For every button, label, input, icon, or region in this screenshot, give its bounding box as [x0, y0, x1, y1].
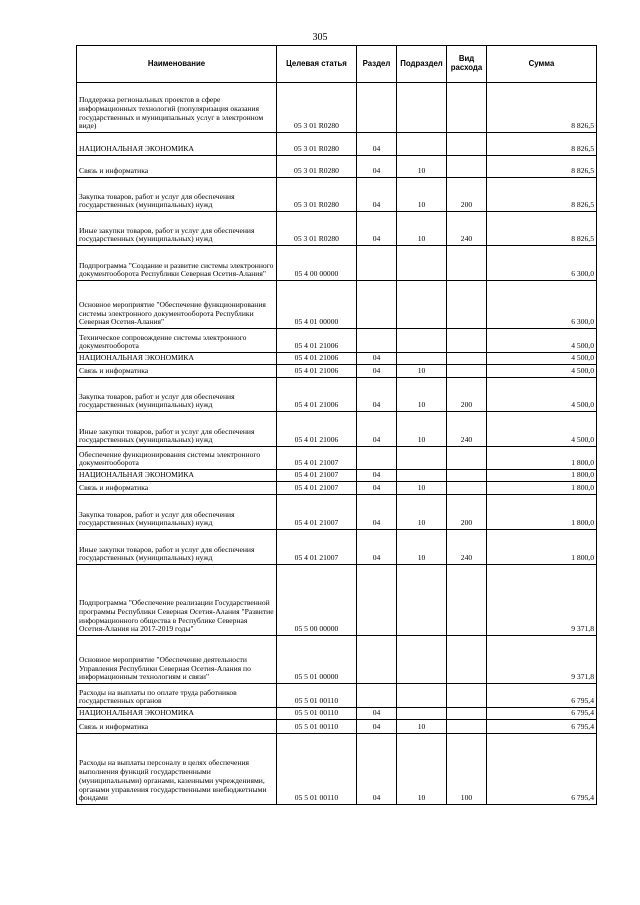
cell-section: 04 — [357, 365, 397, 378]
cell-name: Закупка товаров, работ и услуг для обеспечения государственных (муниципальных) нужд — [77, 495, 277, 530]
table-row — [77, 684, 597, 708]
cell-expense-type — [447, 83, 487, 133]
cell-subsection — [397, 565, 447, 636]
cell-section: 04 — [357, 470, 397, 482]
cell-section — [357, 684, 397, 708]
cell-expense-type: 240 — [447, 212, 487, 246]
table-row — [77, 212, 597, 246]
cell-subsection — [397, 246, 447, 281]
cell-name: Связь и информатика — [77, 482, 277, 495]
cell-section — [357, 447, 397, 470]
cell-target: 05 4 01 21007 — [277, 495, 357, 530]
table-row — [77, 246, 597, 281]
page-number: 305 — [312, 32, 328, 43]
table-row — [77, 133, 597, 156]
header-target: Целевая статья — [277, 46, 357, 83]
cell-subsection — [397, 636, 447, 684]
table-row — [77, 565, 597, 636]
cell-name: Расходы на выплаты персоналу в целях обеспечения выполнения функций государственными (муниципальными) органами, казенными учреждениями, органами управления государственными внебюджетными фондами — [77, 734, 277, 805]
cell-sum: 9 371,8 — [487, 565, 597, 636]
cell-sum: 8 826,5 — [487, 83, 597, 133]
cell-section — [357, 565, 397, 636]
cell-expense-type — [447, 565, 487, 636]
cell-sum: 6 300,0 — [487, 246, 597, 281]
cell-target: 05 5 01 00000 — [277, 636, 357, 684]
cell-expense-type — [447, 684, 487, 708]
cell-name: Иные закупки товаров, работ и услуг для обеспечения государственных (муниципальных) нужд — [77, 412, 277, 447]
cell-target: 05 5 00 00000 — [277, 565, 357, 636]
cell-expense-type — [447, 329, 487, 353]
cell-expense-type — [447, 470, 487, 482]
cell-section: 04 — [357, 734, 397, 805]
table-row — [77, 412, 597, 447]
cell-expense-type: 240 — [447, 412, 487, 447]
table-row — [77, 378, 597, 412]
table-row — [77, 83, 597, 133]
cell-section — [357, 636, 397, 684]
cell-section: 04 — [357, 133, 397, 156]
cell-target: 05 4 01 21007 — [277, 447, 357, 470]
cell-sum: 4 500,0 — [487, 329, 597, 353]
cell-expense-type — [447, 246, 487, 281]
cell-target: 05 3 01 R0280 — [277, 156, 357, 178]
budget-table — [76, 45, 597, 805]
cell-sum: 6 795,4 — [487, 720, 597, 734]
cell-expense-type — [447, 482, 487, 495]
cell-sum: 1 800,0 — [487, 495, 597, 530]
cell-sum: 6 795,4 — [487, 708, 597, 720]
cell-sum: 8 826,5 — [487, 212, 597, 246]
cell-expense-type — [447, 156, 487, 178]
cell-name: Связь и информатика — [77, 365, 277, 378]
cell-subsection: 10 — [397, 482, 447, 495]
cell-subsection: 10 — [397, 156, 447, 178]
cell-expense-type — [447, 281, 487, 329]
cell-target: 05 5 01 00110 — [277, 684, 357, 708]
header-name: Наименование — [77, 46, 277, 83]
cell-target: 05 3 01 R0280 — [277, 133, 357, 156]
cell-name: Обеспечение функционирования системы электронного документооборота — [77, 447, 277, 470]
cell-name: Основное мероприятие "Обеспечение функционирования системы электронного документооборота Республики Северная Осетия-Алания" — [77, 281, 277, 329]
cell-expense-type: 240 — [447, 530, 487, 565]
cell-target: 05 4 01 21006 — [277, 353, 357, 365]
cell-sum: 4 500,0 — [487, 353, 597, 365]
table-row — [77, 495, 597, 530]
table-row — [77, 156, 597, 178]
cell-section: 04 — [357, 530, 397, 565]
cell-sum: 6 795,4 — [487, 734, 597, 805]
cell-expense-type: 100 — [447, 734, 487, 805]
cell-name: Иные закупки товаров, работ и услуг для обеспечения государственных (муниципальных) нужд — [77, 530, 277, 565]
table-header-row — [77, 46, 597, 83]
cell-expense-type — [447, 365, 487, 378]
cell-section: 04 — [357, 495, 397, 530]
table-row — [77, 365, 597, 378]
cell-subsection: 10 — [397, 365, 447, 378]
table-row — [77, 636, 597, 684]
cell-section: 04 — [357, 412, 397, 447]
cell-target: 05 4 01 21007 — [277, 530, 357, 565]
cell-section: 04 — [357, 178, 397, 212]
table-row — [77, 482, 597, 495]
cell-section: 04 — [357, 708, 397, 720]
cell-subsection — [397, 133, 447, 156]
cell-section: 04 — [357, 212, 397, 246]
cell-target: 05 3 01 R0280 — [277, 178, 357, 212]
cell-target: 05 4 01 21006 — [277, 329, 357, 353]
cell-subsection — [397, 447, 447, 470]
cell-name: Подпрограмма "Обеспечение реализации Государственной программы Республики Северная Осетия-Алания "Развитие информационного общества в Республике Северная Осетия-Алания на 2017-2019 годы" — [77, 565, 277, 636]
cell-subsection: 10 — [397, 720, 447, 734]
cell-subsection: 10 — [397, 734, 447, 805]
cell-subsection — [397, 684, 447, 708]
cell-target: 05 4 01 21007 — [277, 470, 357, 482]
cell-section — [357, 329, 397, 353]
cell-sum: 8 826,5 — [487, 178, 597, 212]
cell-target: 05 4 01 21006 — [277, 378, 357, 412]
cell-sum: 9 371,8 — [487, 636, 597, 684]
table-row — [77, 353, 597, 365]
table-row — [77, 470, 597, 482]
table-row — [77, 329, 597, 353]
cell-sum: 4 500,0 — [487, 412, 597, 447]
cell-expense-type — [447, 133, 487, 156]
cell-section — [357, 246, 397, 281]
cell-target: 05 5 01 00110 — [277, 734, 357, 805]
cell-expense-type: 200 — [447, 178, 487, 212]
cell-name: Основное мероприятие "Обеспечение деятельности Управления Республики Северная Осетия-Алания по информационным технологиям и связи" — [77, 636, 277, 684]
cell-subsection — [397, 329, 447, 353]
cell-section: 04 — [357, 353, 397, 365]
cell-name: Связь и информатика — [77, 720, 277, 734]
cell-sum: 1 800,0 — [487, 447, 597, 470]
cell-subsection: 10 — [397, 495, 447, 530]
cell-subsection — [397, 708, 447, 720]
cell-subsection: 10 — [397, 212, 447, 246]
cell-sum: 1 800,0 — [487, 530, 597, 565]
cell-name: Связь и информатика — [77, 156, 277, 178]
cell-sum: 1 800,0 — [487, 470, 597, 482]
cell-expense-type — [447, 708, 487, 720]
cell-section — [357, 281, 397, 329]
table-row — [77, 734, 597, 805]
cell-name: Поддержка региональных проектов в сфере информационных технологий (популяризация оказания государственных и муниципальных услуг в электронном виде) — [77, 83, 277, 133]
cell-target: 05 4 01 21006 — [277, 365, 357, 378]
cell-section: 04 — [357, 720, 397, 734]
cell-target: 05 4 01 21006 — [277, 412, 357, 447]
header-expense-type: Вид расхода — [447, 46, 487, 83]
cell-target: 05 3 01 R0280 — [277, 83, 357, 133]
table-row — [77, 281, 597, 329]
cell-name: Расходы на выплаты по оплате труда работников государственных органов — [77, 684, 277, 708]
cell-name: НАЦИОНАЛЬНАЯ ЭКОНОМИКА — [77, 133, 277, 156]
cell-name: НАЦИОНАЛЬНАЯ ЭКОНОМИКА — [77, 708, 277, 720]
table-row — [77, 447, 597, 470]
table-row — [77, 720, 597, 734]
cell-expense-type — [447, 447, 487, 470]
header-section: Раздел — [357, 46, 397, 83]
cell-subsection — [397, 470, 447, 482]
cell-target: 05 4 00 00000 — [277, 246, 357, 281]
cell-sum: 6 300,0 — [487, 281, 597, 329]
cell-name: Иные закупки товаров, работ и услуг для обеспечения государственных (муниципальных) нужд — [77, 212, 277, 246]
cell-target: 05 4 01 00000 — [277, 281, 357, 329]
cell-subsection — [397, 281, 447, 329]
cell-name: Закупка товаров, работ и услуг для обеспечения государственных (муниципальных) нужд — [77, 378, 277, 412]
cell-sum: 6 795,4 — [487, 684, 597, 708]
cell-subsection: 10 — [397, 412, 447, 447]
cell-name: Закупка товаров, работ и услуг для обеспечения государственных (муниципальных) нужд — [77, 178, 277, 212]
cell-section: 04 — [357, 156, 397, 178]
cell-sum: 4 500,0 — [487, 378, 597, 412]
cell-subsection: 10 — [397, 178, 447, 212]
cell-name: НАЦИОНАЛЬНАЯ ЭКОНОМИКА — [77, 470, 277, 482]
cell-section: 04 — [357, 482, 397, 495]
cell-expense-type: 200 — [447, 378, 487, 412]
header-subsection: Подраздел — [397, 46, 447, 83]
cell-target: 05 4 01 21007 — [277, 482, 357, 495]
cell-subsection — [397, 83, 447, 133]
cell-target: 05 3 01 R0280 — [277, 212, 357, 246]
cell-sum: 8 826,5 — [487, 156, 597, 178]
cell-target: 05 5 01 00110 — [277, 708, 357, 720]
table-row — [77, 178, 597, 212]
header-sum: Сумма — [487, 46, 597, 83]
cell-name: НАЦИОНАЛЬНАЯ ЭКОНОМИКА — [77, 353, 277, 365]
cell-expense-type — [447, 636, 487, 684]
cell-sum: 8 826,5 — [487, 133, 597, 156]
cell-sum: 4 500,0 — [487, 365, 597, 378]
cell-expense-type — [447, 720, 487, 734]
cell-expense-type: 200 — [447, 495, 487, 530]
cell-subsection: 10 — [397, 530, 447, 565]
cell-expense-type — [447, 353, 487, 365]
cell-section — [357, 83, 397, 133]
cell-name: Техническое сопровождение системы электронного документооборота — [77, 329, 277, 353]
cell-name: Подпрограмма "Создание и развитие системы электронного документооборота Республики Северная Осетия-Алания" — [77, 246, 277, 281]
table-row — [77, 530, 597, 565]
cell-subsection — [397, 353, 447, 365]
cell-subsection: 10 — [397, 378, 447, 412]
table-row — [77, 708, 597, 720]
cell-target: 05 5 01 00110 — [277, 720, 357, 734]
cell-section: 04 — [357, 378, 397, 412]
cell-sum: 1 800,0 — [487, 482, 597, 495]
